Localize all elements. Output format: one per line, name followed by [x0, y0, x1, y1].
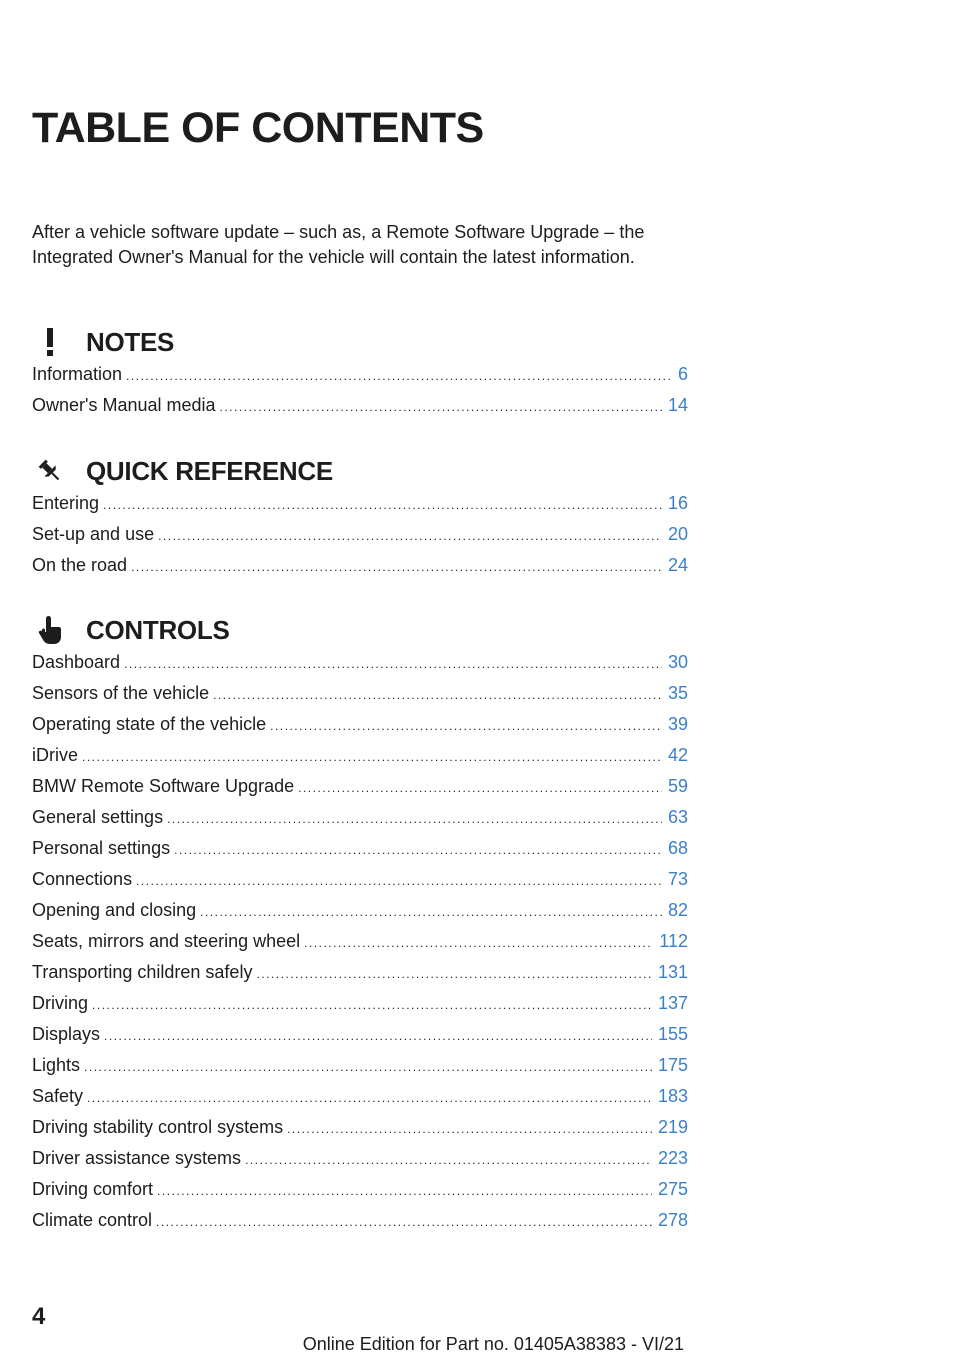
toc-entry-entering[interactable]	[32, 493, 688, 524]
dot-leader	[213, 688, 662, 702]
dot-leader	[174, 843, 662, 857]
toc-entry-on-the-road[interactable]	[32, 555, 688, 586]
toc-entry-label: Operating state of the vehicle	[32, 714, 267, 734]
toc-entry-general-settings[interactable]	[32, 807, 688, 838]
toc-entry-seats-mirrors-steering[interactable]	[32, 931, 688, 962]
toc-entry-page[interactable]: 82	[667, 900, 688, 920]
toc-entry-label: Lights	[32, 1055, 81, 1075]
toc-entry-page[interactable]: 59	[667, 776, 688, 796]
dot-leader	[167, 812, 662, 826]
toc-entry-remote-software-upgrade[interactable]	[32, 776, 688, 807]
toc-entry-page[interactable]: 6	[677, 364, 688, 384]
pushpin-icon	[32, 454, 68, 488]
toc-entry-page[interactable]: 14	[667, 395, 688, 415]
toc-entry-page[interactable]: 42	[667, 745, 688, 765]
toc-entry-driving-comfort[interactable]	[32, 1179, 688, 1210]
dot-leader	[245, 1153, 652, 1167]
page-number: 4	[32, 1303, 46, 1330]
toc-entry-information[interactable]	[32, 364, 688, 395]
toc-entry-label: Seats, mirrors and steering wheel	[32, 931, 301, 951]
toc-entry-label: Owner's Manual media	[32, 395, 216, 415]
toc-entry-page[interactable]: 20	[667, 524, 688, 544]
dot-leader	[131, 560, 662, 574]
toc-entry-label: Safety	[32, 1086, 84, 1106]
toc-entry-label: General settings	[32, 807, 164, 827]
dot-leader	[84, 1060, 652, 1074]
toc-list-quick-reference	[32, 493, 688, 586]
section-title-quick-reference: QUICK REFERENCE	[86, 455, 333, 486]
toc-entry-label: Connections	[32, 869, 133, 889]
dot-leader	[270, 719, 662, 733]
dot-leader	[156, 1215, 652, 1229]
dot-leader	[104, 1029, 652, 1043]
toc-entry-label: Opening and closing	[32, 900, 197, 920]
toc-entry-dashboard[interactable]	[32, 652, 688, 683]
toc-entry-label: Transporting children safely	[32, 962, 253, 982]
dot-leader	[124, 657, 662, 671]
toc-entry-page[interactable]: 39	[667, 714, 688, 734]
footer-edition: Online Edition for Part no. 01405A38383 - VI/21	[302, 1334, 684, 1354]
toc-entry-page[interactable]: 24	[667, 555, 688, 575]
toc-entry-label: Personal settings	[32, 838, 171, 858]
page-title: TABLE OF CONTENTS	[32, 104, 484, 152]
toc-entry-page[interactable]: 223	[657, 1148, 688, 1168]
pointing-hand-icon	[32, 613, 68, 647]
dot-leader	[304, 936, 653, 950]
toc-entry-lights[interactable]	[32, 1055, 688, 1086]
toc-entry-owners-manual-media[interactable]	[32, 395, 688, 426]
toc-entry-page[interactable]: 183	[657, 1086, 688, 1106]
section-title-controls: CONTROLS	[86, 614, 230, 645]
dot-leader	[103, 498, 662, 512]
toc-entry-page[interactable]: 278	[657, 1210, 688, 1230]
toc-entry-page[interactable]: 63	[667, 807, 688, 827]
dot-leader	[136, 874, 662, 888]
toc-list-notes	[32, 364, 688, 426]
dot-leader	[287, 1122, 652, 1136]
toc-entry-page[interactable]: 275	[657, 1179, 688, 1199]
toc-entry-label: BMW Remote Software Upgrade	[32, 776, 295, 796]
toc-entry-driving-stability[interactable]	[32, 1117, 688, 1148]
dot-leader	[298, 781, 662, 795]
toc-entry-driving[interactable]	[32, 993, 688, 1024]
toc-entry-opening-and-closing[interactable]	[32, 900, 688, 931]
toc-entry-sensors-of-the-vehicle[interactable]	[32, 683, 688, 714]
toc-entry-page[interactable]: 30	[667, 652, 688, 672]
toc-entry-page[interactable]: 73	[667, 869, 688, 889]
section-header-controls	[32, 613, 229, 647]
dot-leader	[220, 400, 662, 414]
toc-entry-page[interactable]: 35	[667, 683, 688, 703]
toc-entry-climate-control[interactable]	[32, 1210, 688, 1241]
toc-entry-safety[interactable]	[32, 1086, 688, 1117]
toc-list-controls	[32, 652, 688, 1241]
dot-leader	[200, 905, 662, 919]
toc-entry-label: Driver assistance systems	[32, 1148, 242, 1168]
toc-entry-label: Sensors of the vehicle	[32, 683, 210, 703]
toc-entry-transporting-children[interactable]	[32, 962, 688, 993]
dot-leader	[157, 1184, 652, 1198]
dot-leader	[87, 1091, 652, 1105]
toc-entry-label: Dashboard	[32, 652, 121, 672]
toc-entry-page[interactable]: 68	[667, 838, 688, 858]
toc-entry-page[interactable]: 131	[657, 962, 688, 982]
section-header-quick-reference	[32, 454, 333, 488]
toc-entry-label: Driving comfort	[32, 1179, 154, 1199]
dot-leader	[82, 750, 662, 764]
exclamation-icon	[32, 325, 68, 359]
toc-entry-label: Climate control	[32, 1210, 153, 1230]
toc-entry-driver-assistance[interactable]	[32, 1148, 688, 1179]
dot-leader	[126, 369, 672, 383]
toc-entry-page[interactable]: 137	[657, 993, 688, 1013]
toc-entry-set-up-and-use[interactable]	[32, 524, 688, 555]
toc-entry-label: Entering	[32, 493, 100, 513]
dot-leader	[256, 967, 652, 981]
dot-leader	[92, 998, 652, 1012]
intro-paragraph: After a vehicle software update – such as, a Remote Software Upgrade – the Integrated Owner's Manual for the vehicle will contain the latest information.	[32, 222, 645, 267]
toc-entry-page[interactable]: 219	[657, 1117, 688, 1137]
dot-leader	[158, 529, 662, 543]
section-header-notes	[32, 325, 174, 359]
toc-entry-personal-settings[interactable]	[32, 838, 688, 869]
toc-entry-connections[interactable]	[32, 869, 688, 900]
toc-entry-label: Driving	[32, 993, 89, 1013]
toc-entry-label: Information	[32, 364, 123, 384]
toc-entry-page[interactable]: 155	[657, 1024, 688, 1044]
toc-entry-label: Driving stability control systems	[32, 1117, 284, 1137]
toc-entry-displays[interactable]	[32, 1024, 688, 1055]
toc-entry-label: On the road	[32, 555, 128, 575]
toc-entry-label: iDrive	[32, 745, 79, 765]
toc-entry-page[interactable]: 112	[659, 931, 688, 951]
toc-entry-page[interactable]: 175	[657, 1055, 688, 1075]
toc-entry-label: Displays	[32, 1024, 101, 1044]
toc-entry-page[interactable]: 16	[667, 493, 688, 513]
section-title-notes: NOTES	[86, 326, 175, 357]
toc-entry-label: Set-up and use	[32, 524, 155, 544]
toc-entry-operating-state[interactable]	[32, 714, 688, 745]
toc-entry-idrive[interactable]	[32, 745, 688, 776]
